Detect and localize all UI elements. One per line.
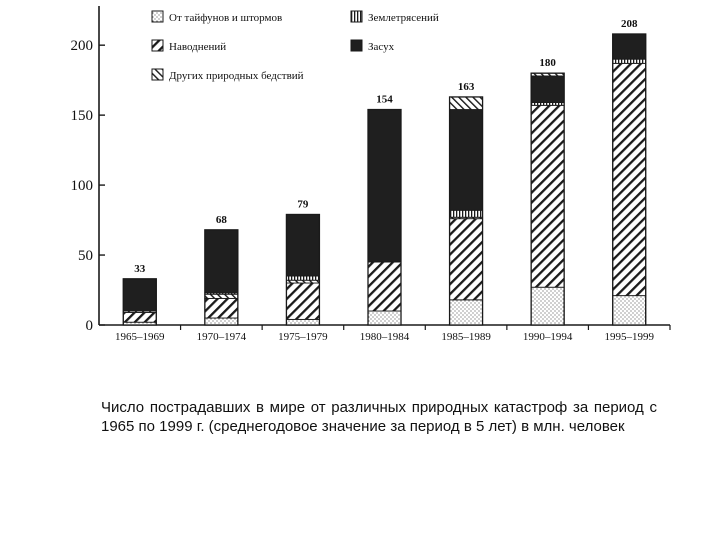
x-category-label: 1975–1979 [278, 331, 328, 343]
bar-segment-vert [286, 276, 319, 280]
bar-total-label: 33 [134, 262, 146, 275]
bar-stack-4 [368, 110, 401, 325]
legend-label: От тайфунов и штормов [169, 12, 283, 24]
bar-stack-6 [531, 73, 564, 325]
legend-label: Засух [368, 41, 395, 53]
bar-segment-dots [450, 300, 483, 325]
legend [152, 11, 439, 82]
bar-segment-diag-fwd [450, 97, 483, 110]
bar-segment-diag-back [531, 105, 564, 287]
bar-segment-solid [205, 230, 238, 293]
legend-label: Других природных бедствий [169, 70, 304, 82]
bar-total-label: 180 [539, 57, 556, 70]
bar-segment-diag-back [450, 219, 483, 300]
bar-segment-solid [286, 214, 319, 276]
bar-segment-vert [450, 210, 483, 217]
bar-segment-dots [286, 319, 319, 325]
bar-segment-diag-back [123, 312, 156, 322]
y-tick-label: 150 [70, 108, 93, 125]
bar-stack-3 [286, 214, 319, 325]
x-category-label: 1970–1974 [196, 331, 247, 343]
figure-caption: Число пострадавших в мире от различных природных катастроф за период с 1965 по 1999 г. (среднегодовое значение за период в 5 лет) в млн. человек [101, 399, 657, 435]
y-tick-label: 100 [70, 178, 93, 195]
bar-total-label: 79 [297, 198, 309, 211]
bar-total-label: 154 [376, 93, 393, 106]
legend-item-diag-fwd [152, 69, 304, 82]
bar-segment-diag-back [286, 283, 319, 319]
legend-label: Наводнений [169, 41, 227, 53]
bar-segment-vert [613, 59, 646, 63]
x-category-label: 1990–1994 [522, 331, 573, 343]
bar-segment-diag-fwd [205, 294, 238, 298]
y-tick-label: 0 [85, 318, 93, 334]
bar-stack-7 [613, 34, 646, 325]
bar-segment-solid [368, 110, 401, 263]
bar-total-label: 163 [457, 80, 475, 93]
legend-item-dots [152, 11, 282, 24]
bar-segment-dots [531, 287, 564, 325]
y-tick-label: 50 [78, 248, 93, 265]
x-category-label: 1995–1999 [604, 331, 654, 343]
bar-segment-solid [531, 76, 564, 103]
bar-segment-solid [123, 279, 156, 311]
x-category-label: 1985–1989 [441, 331, 491, 343]
bar-total-label: 208 [620, 17, 638, 30]
bar-segment-dots [613, 296, 646, 325]
legend-swatch [152, 40, 163, 51]
bar-segment-diag-back [205, 298, 238, 318]
bar-stack-1 [123, 279, 156, 325]
legend-swatch [152, 11, 163, 22]
legend-label: Землетрясений [368, 12, 439, 24]
bar-stack-5 [450, 97, 483, 325]
legend-swatch [152, 69, 163, 80]
x-category-label: 1965–1969 [115, 331, 165, 343]
bar-segment-solid [613, 34, 646, 59]
bar-stack-2 [205, 230, 238, 325]
y-tick-label: 200 [70, 38, 93, 55]
legend-swatch [351, 40, 362, 51]
bar-total-label: 68 [215, 213, 227, 226]
bar-segment-dots [368, 311, 401, 325]
bar-segment-diag-back [368, 262, 401, 311]
bar-segment-dots [205, 318, 238, 325]
x-category-label: 1980–1984 [359, 331, 410, 343]
legend-item-diag-back [152, 40, 226, 53]
legend-item-solid [351, 40, 395, 53]
legend-item-vert [351, 11, 439, 24]
bar-segment-solid [450, 110, 483, 211]
bar-segment-diag-back [613, 63, 646, 295]
legend-swatch [351, 11, 362, 22]
